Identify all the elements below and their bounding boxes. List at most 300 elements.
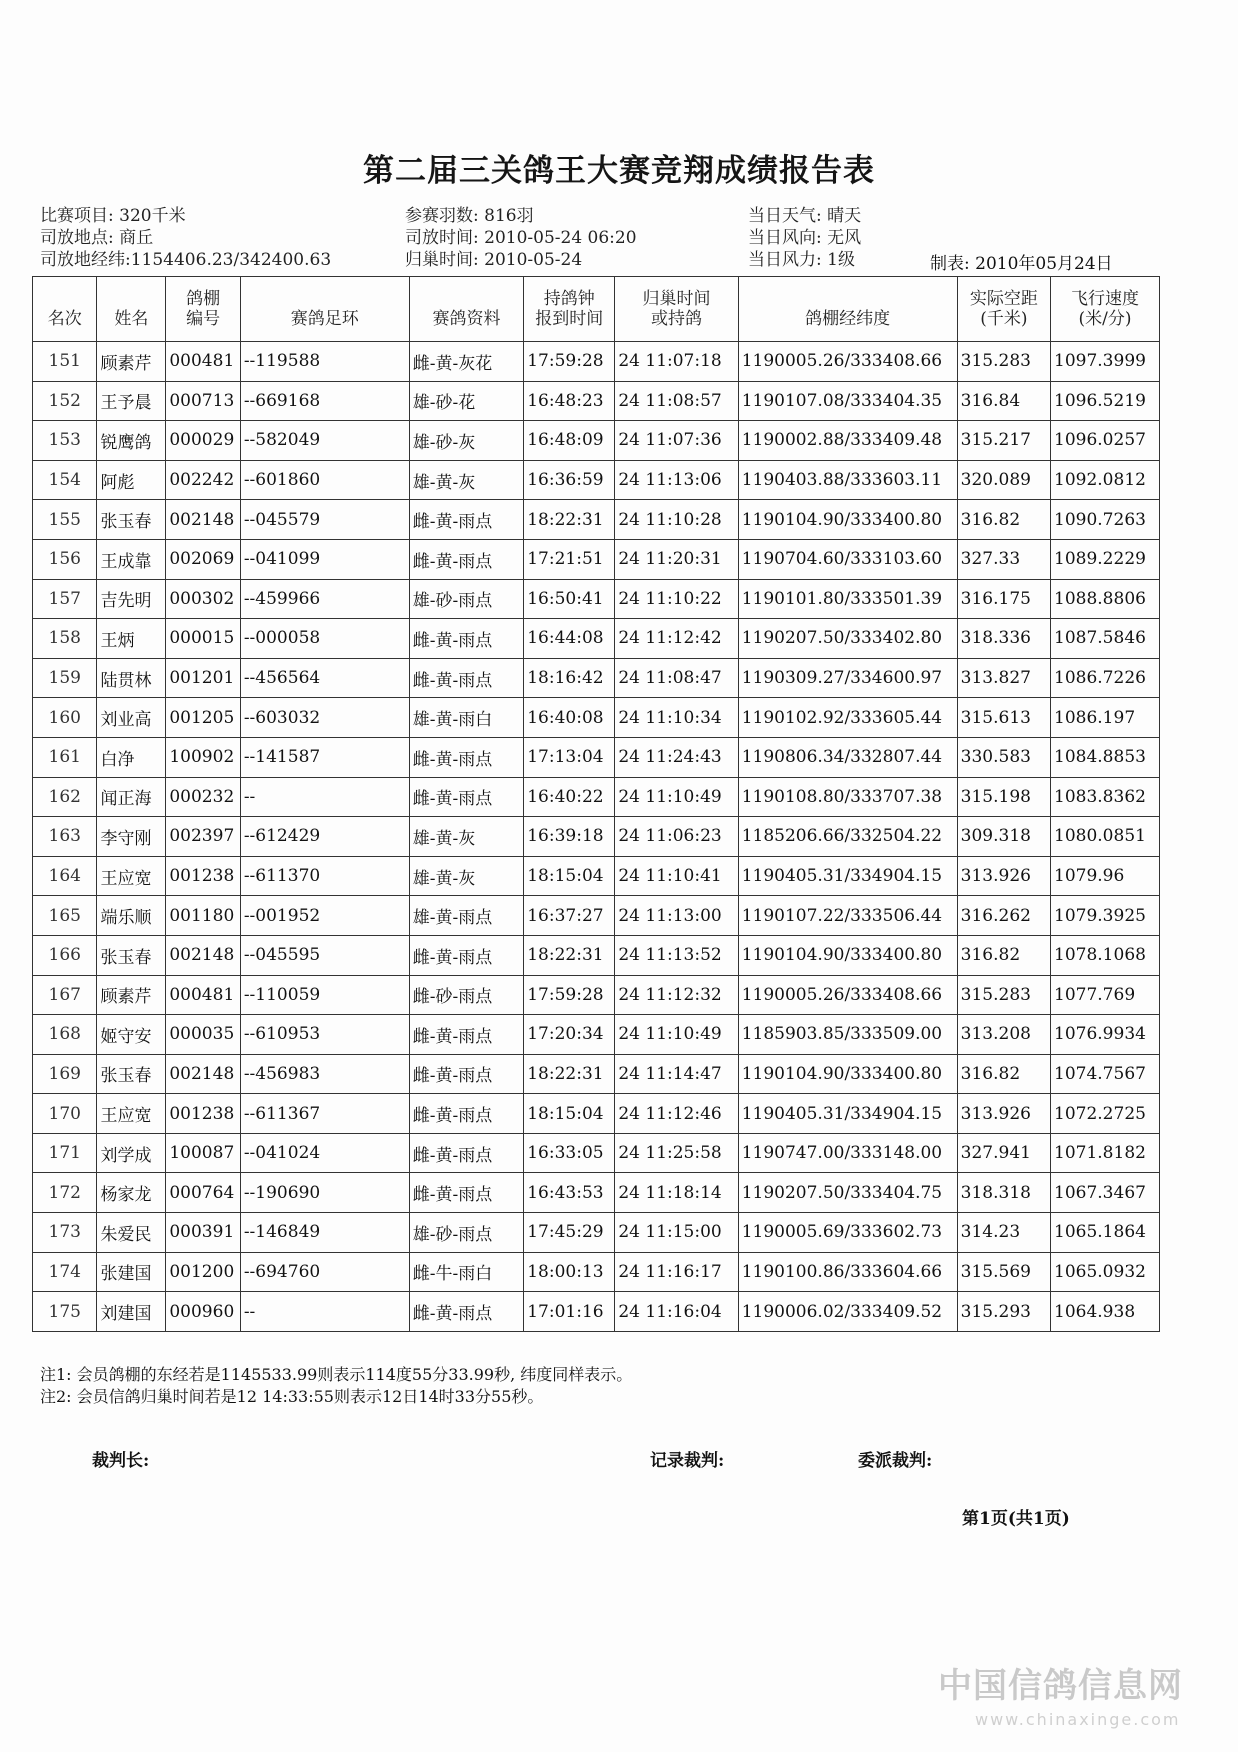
bird-info-cell: 雌-砂-雨点 (409, 975, 523, 1015)
coordinates-cell: 1185903.85/333509.00 (738, 1015, 957, 1055)
distance-cell: 327.941 (957, 1133, 1050, 1173)
bird-info-cell: 雄-黄-灰 (409, 817, 523, 857)
ring-cell: -- (240, 1292, 409, 1332)
rank-cell: 169 (33, 1054, 97, 1094)
header-bird-info: 赛鸽资料 (409, 277, 523, 342)
coordinates-cell: 1190704.60/333103.60 (738, 539, 957, 579)
loft-id-cell: 000391 (166, 1213, 240, 1253)
wind-force: 当日风力: 1级 (748, 250, 855, 270)
loft-id-cell: 000481 (166, 975, 240, 1015)
name-cell: 刘建国 (97, 1292, 166, 1332)
return-time-cell: 24 11:15:00 (615, 1213, 738, 1253)
return-time-cell: 24 11:13:00 (615, 896, 738, 936)
clock-time-cell: 16:48:09 (524, 421, 615, 461)
return-time-cell: 24 11:20:31 (615, 539, 738, 579)
ring-cell: --459966 (240, 579, 409, 619)
loft-id-cell: 100902 (166, 737, 240, 777)
return-time-cell: 24 11:07:18 (615, 342, 738, 382)
bird-info-cell: 雌-黄-雨点 (409, 737, 523, 777)
rank-cell: 151 (33, 342, 97, 382)
distance-cell: 313.827 (957, 658, 1050, 698)
ring-cell: --000058 (240, 619, 409, 659)
clock-time-cell: 16:40:08 (524, 698, 615, 738)
bird-info-cell: 雌-黄-雨点 (409, 539, 523, 579)
speed-cell: 1065.0932 (1051, 1252, 1160, 1292)
rank-cell: 157 (33, 579, 97, 619)
speed-cell: 1076.9934 (1051, 1015, 1160, 1055)
coordinates-cell: 1190207.50/333404.75 (738, 1173, 957, 1213)
speed-cell: 1064.938 (1051, 1292, 1160, 1332)
rank-cell: 172 (33, 1173, 97, 1213)
rank-cell: 153 (33, 421, 97, 461)
clock-time-cell: 17:01:16 (524, 1292, 615, 1332)
return-time-cell: 24 11:10:49 (615, 1015, 738, 1055)
page-number: 第1页(共1页) (962, 1509, 1070, 1529)
speed-cell: 1071.8182 (1051, 1133, 1160, 1173)
loft-id-cell: 000713 (166, 381, 240, 421)
coordinates-cell: 1190005.69/333602.73 (738, 1213, 957, 1253)
return-time-cell: 24 11:08:47 (615, 658, 738, 698)
coordinates-cell: 1190104.90/333400.80 (738, 1054, 957, 1094)
ring-cell: --582049 (240, 421, 409, 461)
loft-id-cell: 002242 (166, 460, 240, 500)
speed-cell: 1077.769 (1051, 975, 1160, 1015)
header-name: 姓名 (97, 277, 166, 342)
ring-cell: --141587 (240, 737, 409, 777)
rank-cell: 174 (33, 1252, 97, 1292)
clock-time-cell: 16:37:27 (524, 896, 615, 936)
clock-time-cell: 16:33:05 (524, 1133, 615, 1173)
speed-cell: 1090.7263 (1051, 500, 1160, 540)
coordinates-cell: 1190101.80/333501.39 (738, 579, 957, 619)
table-row (33, 737, 1160, 777)
return-time-cell: 24 11:08:57 (615, 381, 738, 421)
clock-time-cell: 16:44:08 (524, 619, 615, 659)
report-title: 第二届三关鸽王大赛竞翔成绩报告表 (363, 153, 875, 189)
clock-time-cell: 16:48:23 (524, 381, 615, 421)
coordinates-cell: 1190207.50/333402.80 (738, 619, 957, 659)
clock-time-cell: 18:15:04 (524, 856, 615, 896)
return-time-cell: 24 11:13:52 (615, 935, 738, 975)
ring-cell: --603032 (240, 698, 409, 738)
return-time-cell: 24 11:07:36 (615, 421, 738, 461)
bird-info-cell: 雄-黄-灰 (409, 460, 523, 500)
speed-cell: 1086.197 (1051, 698, 1160, 738)
name-cell: 陆贯林 (97, 658, 166, 698)
ring-cell: --611367 (240, 1094, 409, 1134)
loft-id-cell: 002148 (166, 500, 240, 540)
name-cell: 闻正海 (97, 777, 166, 817)
rank-cell: 171 (33, 1133, 97, 1173)
ring-cell: --456564 (240, 658, 409, 698)
bird-info-cell: 雄-黄-灰 (409, 856, 523, 896)
name-cell: 张建国 (97, 1252, 166, 1292)
note-longitude: 注1: 会员鸽棚的东经若是1145533.99则表示114度55分33.99秒, 纬度同样表示。 (40, 1365, 633, 1384)
name-cell: 姬守安 (97, 1015, 166, 1055)
name-cell: 王炳 (97, 619, 166, 659)
coordinates-cell: 1190006.02/333409.52 (738, 1292, 957, 1332)
table-row (33, 539, 1160, 579)
ring-cell: --601860 (240, 460, 409, 500)
distance-cell: 313.926 (957, 856, 1050, 896)
name-cell: 李守刚 (97, 817, 166, 857)
watermark-text: 中国信鸽信息网 (938, 1666, 1183, 1706)
rank-cell: 158 (33, 619, 97, 659)
return-time-cell: 24 11:24:43 (615, 737, 738, 777)
table-row (33, 1213, 1160, 1253)
return-time-cell: 24 11:16:17 (615, 1252, 738, 1292)
distance-cell: 313.926 (957, 1094, 1050, 1134)
name-cell: 王成靠 (97, 539, 166, 579)
bird-info-cell: 雌-黄-雨点 (409, 619, 523, 659)
name-cell: 顾素芹 (97, 342, 166, 382)
clock-time-cell: 18:22:31 (524, 500, 615, 540)
distance-cell: 330.583 (957, 737, 1050, 777)
return-time-cell: 24 11:13:06 (615, 460, 738, 500)
name-cell: 刘业高 (97, 698, 166, 738)
table-row (33, 500, 1160, 540)
distance-cell: 315.283 (957, 342, 1050, 382)
loft-id-cell: 000764 (166, 1173, 240, 1213)
release-coordinates: 司放地经纬:1154406.23/342400.63 (40, 250, 332, 270)
distance-cell: 315.293 (957, 1292, 1050, 1332)
header-distance: 实际空距 (千米) (957, 277, 1050, 342)
ring-cell: --119588 (240, 342, 409, 382)
name-cell: 吉先明 (97, 579, 166, 619)
name-cell: 白净 (97, 737, 166, 777)
results-body (33, 342, 1160, 1332)
rank-cell: 170 (33, 1094, 97, 1134)
return-time-cell: 24 11:06:23 (615, 817, 738, 857)
distance-cell: 316.262 (957, 896, 1050, 936)
header-clock-time: 持鸽钟 报到时间 (524, 277, 615, 342)
name-cell: 张玉春 (97, 500, 166, 540)
return-time-cell: 24 11:10:34 (615, 698, 738, 738)
ring-cell: --456983 (240, 1054, 409, 1094)
clock-time-cell: 18:22:31 (524, 1054, 615, 1094)
table-row (33, 1015, 1160, 1055)
rank-cell: 155 (33, 500, 97, 540)
distance-cell: 315.283 (957, 975, 1050, 1015)
return-time-cell: 24 11:10:28 (615, 500, 738, 540)
table-row (33, 1173, 1160, 1213)
distance-cell: 314.23 (957, 1213, 1050, 1253)
table-row (33, 658, 1160, 698)
coordinates-cell: 1190104.90/333400.80 (738, 500, 957, 540)
rank-cell: 162 (33, 777, 97, 817)
coordinates-cell: 1190403.88/333603.11 (738, 460, 957, 500)
speed-cell: 1097.3999 (1051, 342, 1160, 382)
release-location: 司放地点: 商丘 (40, 228, 154, 248)
loft-id-cell: 000029 (166, 421, 240, 461)
ring-cell: --612429 (240, 817, 409, 857)
rank-cell: 168 (33, 1015, 97, 1055)
bird-info-cell: 雌-牛-雨白 (409, 1252, 523, 1292)
bird-info-cell: 雌-黄-雨点 (409, 1054, 523, 1094)
rank-cell: 160 (33, 698, 97, 738)
table-row (33, 1252, 1160, 1292)
bird-info-cell: 雌-黄-雨点 (409, 658, 523, 698)
coordinates-cell: 1190005.26/333408.66 (738, 975, 957, 1015)
loft-id-cell: 000481 (166, 342, 240, 382)
bird-info-cell: 雌-黄-雨点 (409, 935, 523, 975)
loft-id-cell: 000015 (166, 619, 240, 659)
clock-time-cell: 16:50:41 (524, 579, 615, 619)
rank-cell: 164 (33, 856, 97, 896)
speed-cell: 1084.8853 (1051, 737, 1160, 777)
bird-info-cell: 雌-黄-雨点 (409, 1015, 523, 1055)
speed-cell: 1074.7567 (1051, 1054, 1160, 1094)
table-row (33, 896, 1160, 936)
speed-cell: 1086.7226 (1051, 658, 1160, 698)
distance-cell: 318.336 (957, 619, 1050, 659)
rank-cell: 161 (33, 737, 97, 777)
speed-cell: 1067.3467 (1051, 1173, 1160, 1213)
clock-time-cell: 17:45:29 (524, 1213, 615, 1253)
table-row (33, 817, 1160, 857)
entry-count: 参赛羽数: 816羽 (405, 206, 534, 226)
table-row (33, 381, 1160, 421)
rank-cell: 175 (33, 1292, 97, 1332)
delegate-judge-signature: 委派裁判: (858, 1451, 933, 1471)
speed-cell: 1092.0812 (1051, 460, 1160, 500)
speed-cell: 1079.3925 (1051, 896, 1160, 936)
speed-cell: 1078.1068 (1051, 935, 1160, 975)
rank-cell: 154 (33, 460, 97, 500)
bird-info-cell: 雄-砂-雨点 (409, 579, 523, 619)
speed-cell: 1080.0851 (1051, 817, 1160, 857)
name-cell: 张玉春 (97, 935, 166, 975)
table-row (33, 460, 1160, 500)
header-loft-id: 鸽棚 编号 (166, 277, 240, 342)
header-coordinates: 鸽棚经纬度 (738, 277, 957, 342)
bird-info-cell: 雄-砂-灰 (409, 421, 523, 461)
bird-info-cell: 雌-黄-雨点 (409, 500, 523, 540)
loft-id-cell: 001238 (166, 856, 240, 896)
weather-column (748, 205, 861, 271)
speed-cell: 1096.0257 (1051, 421, 1160, 461)
ring-cell: --610953 (240, 1015, 409, 1055)
clock-time-cell: 17:59:28 (524, 342, 615, 382)
return-time-cell: 24 11:12:32 (615, 975, 738, 1015)
distance-cell: 320.089 (957, 460, 1050, 500)
rank-cell: 167 (33, 975, 97, 1015)
loft-id-cell: 000232 (166, 777, 240, 817)
weather: 当日天气: 晴天 (748, 206, 862, 226)
bird-info-cell: 雄-黄-雨白 (409, 698, 523, 738)
name-cell: 顾素芹 (97, 975, 166, 1015)
return-time-cell: 24 11:14:47 (615, 1054, 738, 1094)
loft-id-cell: 001238 (166, 1094, 240, 1134)
coordinates-cell: 1185206.66/332504.22 (738, 817, 957, 857)
distance-cell: 313.208 (957, 1015, 1050, 1055)
clock-time-cell: 16:43:53 (524, 1173, 615, 1213)
clock-time-cell: 16:39:18 (524, 817, 615, 857)
table-row (33, 1054, 1160, 1094)
release-time: 司放时间: 2010-05-24 06:20 (405, 228, 637, 248)
return-time-cell: 24 11:12:42 (615, 619, 738, 659)
coordinates-cell: 1190107.22/333506.44 (738, 896, 957, 936)
name-cell: 端乐顺 (97, 896, 166, 936)
bird-info-cell: 雌-黄-雨点 (409, 1133, 523, 1173)
speed-cell: 1079.96 (1051, 856, 1160, 896)
distance-cell: 316.84 (957, 381, 1050, 421)
speed-cell: 1083.8362 (1051, 777, 1160, 817)
loft-id-cell: 001180 (166, 896, 240, 936)
distance-cell: 315.217 (957, 421, 1050, 461)
return-time-cell: 24 11:10:41 (615, 856, 738, 896)
clock-time-cell: 17:20:34 (524, 1015, 615, 1055)
table-row (33, 698, 1160, 738)
rank-cell: 159 (33, 658, 97, 698)
return-time-cell: 24 11:25:58 (615, 1133, 738, 1173)
loft-id-cell: 000302 (166, 579, 240, 619)
coordinates-cell: 1190405.31/334904.15 (738, 1094, 957, 1134)
clock-time-cell: 18:15:04 (524, 1094, 615, 1134)
clock-time-cell: 18:00:13 (524, 1252, 615, 1292)
ring-cell: --045595 (240, 935, 409, 975)
ring-cell: --045579 (240, 500, 409, 540)
distance-cell: 309.318 (957, 817, 1050, 857)
distance-cell: 327.33 (957, 539, 1050, 579)
ring-cell: --110059 (240, 975, 409, 1015)
table-row (33, 975, 1160, 1015)
coordinates-cell: 1190005.26/333408.66 (738, 342, 957, 382)
clock-time-cell: 16:36:59 (524, 460, 615, 500)
name-cell: 王予晨 (97, 381, 166, 421)
coordinates-cell: 1190108.80/333707.38 (738, 777, 957, 817)
distance-cell: 316.82 (957, 1054, 1050, 1094)
wind-direction: 当日风向: 无风 (748, 228, 862, 248)
rank-cell: 166 (33, 935, 97, 975)
table-row (33, 342, 1160, 382)
name-cell: 朱爱民 (97, 1213, 166, 1253)
table-row (33, 1133, 1160, 1173)
coordinates-cell: 1190102.92/333605.44 (738, 698, 957, 738)
ring-cell: --190690 (240, 1173, 409, 1213)
distance-cell: 315.198 (957, 777, 1050, 817)
distance-cell: 315.569 (957, 1252, 1050, 1292)
bird-info-cell: 雌-黄-雨点 (409, 1094, 523, 1134)
name-cell: 王应宽 (97, 1094, 166, 1134)
clock-time-cell: 17:21:51 (524, 539, 615, 579)
results-table (32, 276, 1160, 1332)
name-cell: 刘学成 (97, 1133, 166, 1173)
distance-cell: 318.318 (957, 1173, 1050, 1213)
header-rank: 名次 (33, 277, 97, 342)
loft-id-cell: 000035 (166, 1015, 240, 1055)
ring-cell: --669168 (240, 381, 409, 421)
bird-info-cell: 雄-砂-雨点 (409, 1213, 523, 1253)
return-time-cell: 24 11:10:49 (615, 777, 738, 817)
rank-cell: 152 (33, 381, 97, 421)
table-row (33, 619, 1160, 659)
race-info-column (40, 205, 331, 271)
ring-cell: --041024 (240, 1133, 409, 1173)
return-time-cell: 24 11:10:22 (615, 579, 738, 619)
chief-judge-signature: 裁判长: (92, 1451, 150, 1471)
clock-time-cell: 18:16:42 (524, 658, 615, 698)
table-row (33, 579, 1160, 619)
coordinates-cell: 1190100.86/333604.66 (738, 1252, 957, 1292)
return-time-cell: 24 11:18:14 (615, 1173, 738, 1213)
rank-cell: 173 (33, 1213, 97, 1253)
distance-cell: 316.82 (957, 500, 1050, 540)
bird-info-cell: 雌-黄-雨点 (409, 1292, 523, 1332)
ring-cell: --146849 (240, 1213, 409, 1253)
loft-id-cell: 002397 (166, 817, 240, 857)
return-time: 归巢时间: 2010-05-24 (405, 250, 583, 270)
table-row (33, 421, 1160, 461)
coordinates-cell: 1190107.08/333404.35 (738, 381, 957, 421)
coordinates-cell: 1190002.88/333409.48 (738, 421, 957, 461)
clock-time-cell: 17:59:28 (524, 975, 615, 1015)
table-header-row (33, 277, 1160, 342)
bird-info-cell: 雌-黄-雨点 (409, 777, 523, 817)
header-speed: 飞行速度 (米/分) (1051, 277, 1160, 342)
header-ring: 赛鸽足环 (240, 277, 409, 342)
ring-cell: -- (240, 777, 409, 817)
ring-cell: --611370 (240, 856, 409, 896)
ring-cell: --041099 (240, 539, 409, 579)
loft-id-cell: 001201 (166, 658, 240, 698)
coordinates-cell: 1190309.27/334600.97 (738, 658, 957, 698)
table-row (33, 1094, 1160, 1134)
speed-cell: 1089.2229 (1051, 539, 1160, 579)
loft-id-cell: 100087 (166, 1133, 240, 1173)
name-cell: 杨家龙 (97, 1173, 166, 1213)
speed-cell: 1096.5219 (1051, 381, 1160, 421)
rank-cell: 156 (33, 539, 97, 579)
distance-cell: 315.613 (957, 698, 1050, 738)
entry-time-column (405, 205, 637, 271)
ring-cell: --001952 (240, 896, 409, 936)
coordinates-cell: 1190806.34/332807.44 (738, 737, 957, 777)
speed-cell: 1065.1864 (1051, 1213, 1160, 1253)
made-date: 制表: 2010年05月24日 (930, 254, 1113, 274)
rank-cell: 165 (33, 896, 97, 936)
header-return-time: 归巢时间 或持鸽 (615, 277, 738, 342)
table-row (33, 777, 1160, 817)
bird-info-cell: 雄-黄-雨点 (409, 896, 523, 936)
clock-time-cell: 16:40:22 (524, 777, 615, 817)
speed-cell: 1087.5846 (1051, 619, 1160, 659)
return-time-cell: 24 11:12:46 (615, 1094, 738, 1134)
bird-info-cell: 雌-黄-灰花 (409, 342, 523, 382)
name-cell: 阿彪 (97, 460, 166, 500)
clock-time-cell: 17:13:04 (524, 737, 615, 777)
loft-id-cell: 002069 (166, 539, 240, 579)
coordinates-cell: 1190405.31/334904.15 (738, 856, 957, 896)
name-cell: 锐鹰鸽 (97, 421, 166, 461)
bird-info-cell: 雄-砂-花 (409, 381, 523, 421)
distance-cell: 316.175 (957, 579, 1050, 619)
rank-cell: 163 (33, 817, 97, 857)
loft-id-cell: 000960 (166, 1292, 240, 1332)
coordinates-cell: 1190104.90/333400.80 (738, 935, 957, 975)
race-item: 比赛项目: 320千米 (40, 206, 186, 226)
bird-info-cell: 雌-黄-雨点 (409, 1173, 523, 1213)
table-row (33, 856, 1160, 896)
loft-id-cell: 002148 (166, 935, 240, 975)
return-time-cell: 24 11:16:04 (615, 1292, 738, 1332)
distance-cell: 316.82 (957, 935, 1050, 975)
recorder-judge-signature: 记录裁判: (650, 1451, 725, 1471)
table-row (33, 1292, 1160, 1332)
clock-time-cell: 18:22:31 (524, 935, 615, 975)
speed-cell: 1072.2725 (1051, 1094, 1160, 1134)
loft-id-cell: 002148 (166, 1054, 240, 1094)
